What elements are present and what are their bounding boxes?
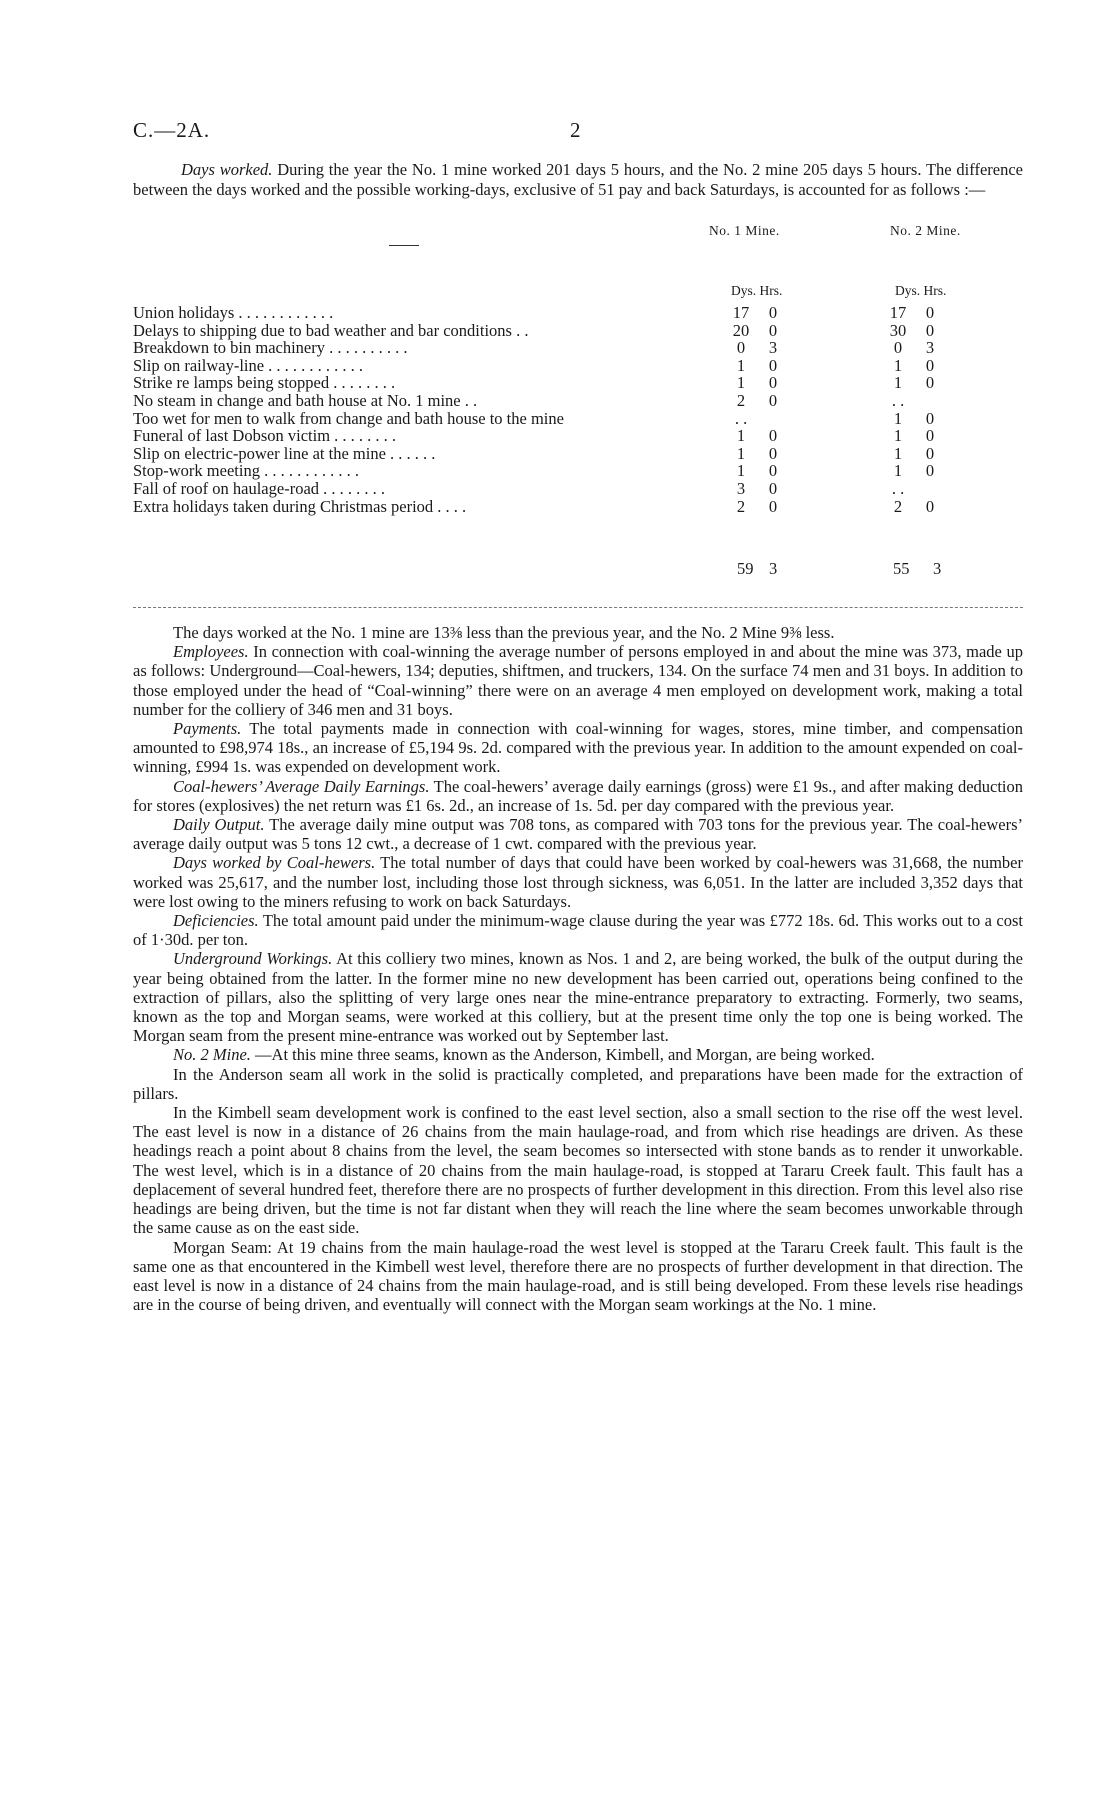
row-label: Breakdown to bin machinery . . . . . . . . . . [133,338,408,358]
row-label: Funeral of last Dobson victim . . . . . . . . [133,426,397,446]
no2-days: 1 [893,408,903,428]
no1-hours: 0 [768,443,778,463]
paragraph [133,719,1023,777]
paragraph [133,1065,1023,1103]
no1-hours: 0 [768,373,778,393]
paragraph-text: The days worked at the No. 1 mine are 13⅜ less than the previous year, and the No. 2 Mine 9⅜ less. [173,623,835,642]
no1-hours: 0 [768,355,778,375]
report-page [133,118,1023,1314]
paragraph-text: The total number of days that could have been worked by coal-hewers was 31,668, the number worked was 25,617, and the number lost, including those lost through sickness, was 6,051. In the latter are included 3,352 days that were lost owing to the miners refusing to work on back Saturdays. [133,853,1024,911]
paragraph [133,1103,1023,1237]
no2-hours: 0 [925,408,935,428]
paragraph-text: Morgan Seam: At 19 chains from the main haulage-road the west level is stopped at the Tararu Creek fault. This fault is the same one as that encountered in the Kimbell west level, therefore there are no prospects of further development in that direction. The east level is now in a distance of 24 chains from the main haulage-road, and is still being developed. From these levels rise headings are in the course of being driven, and eventually will connect with the Morgan seam workings at the No. 1 mine. [133,1237,1023,1315]
col-head-no2-mine: No. 2 Mine. [890,223,961,238]
no2-days: 0 [893,338,903,358]
row-label: Too wet for men to walk from change and bath house to the mine [133,408,564,428]
row-label: Extra holidays taken during Christmas period . . . . [133,496,467,516]
table-row [133,497,1023,515]
paragraph-text: —At this mine three seams, known as the Anderson, Kimbell, and Morgan, are being worked. [255,1045,875,1065]
no1-days: 1 [736,426,746,446]
paragraph-heading: No. 2 Mine. [173,1045,251,1065]
no2-days: 1 [893,426,903,446]
no2-days: 2 [893,496,903,516]
no1-days: 1 [736,461,746,481]
no1-days: 1 [736,355,746,375]
paragraph [133,777,1023,815]
no1-days: 2 [736,391,746,410]
page-header [133,118,1023,152]
no2-hours: 0 [925,303,935,322]
col-head-no1-mine: No. 1 Mine. [709,223,780,238]
paragraph [133,642,1023,719]
paragraph-text: The coal-hewers’ average daily earnings (gross) were £1 9s., and after making deduction for stores (explosives) the net return was £1 6s. 2d., an increase of 1s. 5d. per day compared with the previous year. [133,776,1024,815]
table-row [133,391,1023,409]
no1-days: 17 [732,303,750,322]
no1-days: 20 [732,320,750,340]
total-no2-days: 55 [893,559,910,578]
no2-days: 17 [889,303,907,322]
no1-hours: 3 [768,338,778,358]
paragraph-heading: Underground Workings. [173,949,333,969]
no1-days: 1 [736,443,746,463]
no2-hours: 0 [925,320,935,340]
paragraph [133,623,1023,642]
paragraph [133,949,1023,1045]
no1-hours: 0 [768,320,778,340]
paragraph-text: The total payments made in connection with coal-winning for wages, stores, mine timber, and compensation amounted to £98,974 18s., an increase of £5,194 9s. 2d. compared with the previous year. In addition to the amount expended on coal-winning, £994 1s. was expended on development work. [133,719,1023,777]
paragraph [133,1238,1023,1315]
table-row [133,356,1023,374]
no2-hours: 0 [925,373,935,393]
subhead-no2-mine: Dys. Hrs. [895,283,947,298]
paragraph [133,1045,1023,1064]
no1-hours: 0 [768,461,778,481]
intro-text: During the year the No. 1 mine worked 201 days 5 hours, and the No. 2 mine 205 days 5 hours. The difference between the days worked and the possible working-days, exclusive of 51 pay and back Saturdays, is accounted for as follows :— [133,160,1023,199]
table-bottom-rule [133,607,1023,608]
table-row [133,303,1023,321]
paragraph-text: In the Anderson seam all work in the solid is practically completed, and preparations have been made for the extraction of pillars. [133,1064,1023,1103]
days-lost-table [133,199,1023,609]
table-row [133,321,1023,339]
paragraph-text: The average daily mine output was 708 tons, as compared with 703 tons for the previous year. The coal-hewers’ average daily output was 5 tons 12 cwt., a decrease of 1 cwt. compared with the previous year. [133,815,1023,854]
table-row [133,461,1023,479]
body-text [133,623,1023,1314]
paragraph-heading: Coal-hewers’ Average Daily Earnings. [173,776,430,796]
row-label: Delays to shipping due to bad weather and bar conditions . . [133,320,529,340]
no1-hours: 0 [768,496,778,516]
row-label: Union holidays . . . . . . . . . . . . [133,303,334,322]
no2-hours: 0 [925,496,935,516]
no1-hours: 0 [768,303,778,322]
paragraph-text: In the Kimbell seam development work is confined to the east level section, also a small section to the rise off the west level. The east level is now in a distance of 26 chains from the main haulage-road, and from which rise headings are driven. As these headings reach a point about 8 chains from the level, the seam becomes so intersected with stone bands as to render it unworkable. The west level, which is in a distance of 20 chains from the main haulage-road, is stopped at Tararu Creek fault. This fault has a deplacement of several hundred feet, therefore there are no prospects of further development in this direction. From this level also rise headings are being driven, but the time is not far distant when they will reach the line where the seam becomes unworkable through the same cause as on the east side. [133,1103,1023,1238]
paragraph-heading: Employees. [173,642,249,662]
total-no1-days: 59 [737,559,754,578]
paragraph [133,815,1023,853]
no1-hours: 0 [768,426,778,446]
paragraph [133,853,1023,911]
paragraph-text: The total amount paid under the minimum-wage clause during the year was £772 18s. 6d. This works out to a cost of 1·30d. per ton. [133,911,1023,950]
no2-days: 1 [893,461,903,481]
subhead-no1-mine: Dys. Hrs. [731,283,783,298]
no1-days: 1 [736,373,746,393]
paragraph [133,911,1023,949]
no2-hours: 0 [925,461,935,481]
no2-hours: 0 [925,426,935,446]
paragraph-heading: Payments. [173,719,242,739]
row-label: No steam in change and bath house at No. 1 mine . . [133,391,478,410]
intro-heading: Days worked. [181,160,273,179]
page-number: 2 [570,118,581,142]
row-label: Strike re lamps being stopped . . . . . . . . [133,373,396,393]
table-top-rule [389,245,419,246]
row-label: Fall of roof on haulage-road . . . . . . . . [133,479,386,498]
total-no1-hours: 3 [769,559,778,578]
table-row [133,373,1023,391]
no1-hours: 0 [768,391,778,410]
no2-days: . . [891,391,905,410]
table-row [133,426,1023,444]
paragraph-heading: Days worked by Coal-hewers. [173,853,376,873]
table-row [133,444,1023,462]
no2-days: 1 [893,373,903,393]
no2-days: 30 [889,320,907,340]
no1-days: 2 [736,496,746,516]
table-row [133,409,1023,427]
paragraph-text: In connection with coal-winning the average number of persons employed in and about the mine was 373, made up as follows: Underground—Coal-hewers, 134; deputies, shiftmen, and truckers, 134. On the surface 74 men and 31 boys. In addition to those employed under the head of “Coal-winning” there were on an average 4 men employed on development work, making a total number for the colliery of 346 men and 31 boys. [133,642,1023,719]
row-label: Slip on electric-power line at the mine . . . . . . [133,443,436,463]
no2-hours: 0 [925,443,935,463]
row-label: Slip on railway-line . . . . . . . . . . . . [133,355,364,375]
paragraph-heading: Daily Output. [173,815,265,835]
paragraph-text: At this colliery two mines, known as Nos. 1 and 2, are being worked, the bulk of the output during the year being obtained from the latter. In the former mine no new development has been carried out, operations being confined to the extraction of pillars, also the splitting of very large ones near the mine-entrance preparatory to extracting. Formerly, two seams, known as the top and Morgan seams, were worked at this colliery, but at the present time only the top one is being worked. The Morgan seam from the present mine-entrance was worked out by September last. [133,949,1023,1046]
no1-hours: 0 [768,479,778,498]
table-row [133,338,1023,356]
days-worked-intro [133,160,1023,199]
no2-days: 1 [893,443,903,463]
document-reference: C.—2A. [133,118,211,142]
no2-hours: 0 [925,355,935,375]
no2-days: . . [891,479,905,498]
paragraph-heading: Deficiencies. [173,911,259,931]
no1-days: 0 [736,338,746,358]
no1-days: . . [734,408,748,428]
row-label: Stop-work meeting . . . . . . . . . . . . [133,461,359,481]
no2-days: 1 [893,355,903,375]
no2-hours: 3 [925,338,935,358]
no1-days: 3 [736,479,746,498]
table-row [133,479,1023,497]
total-no2-hours: 3 [933,559,942,578]
